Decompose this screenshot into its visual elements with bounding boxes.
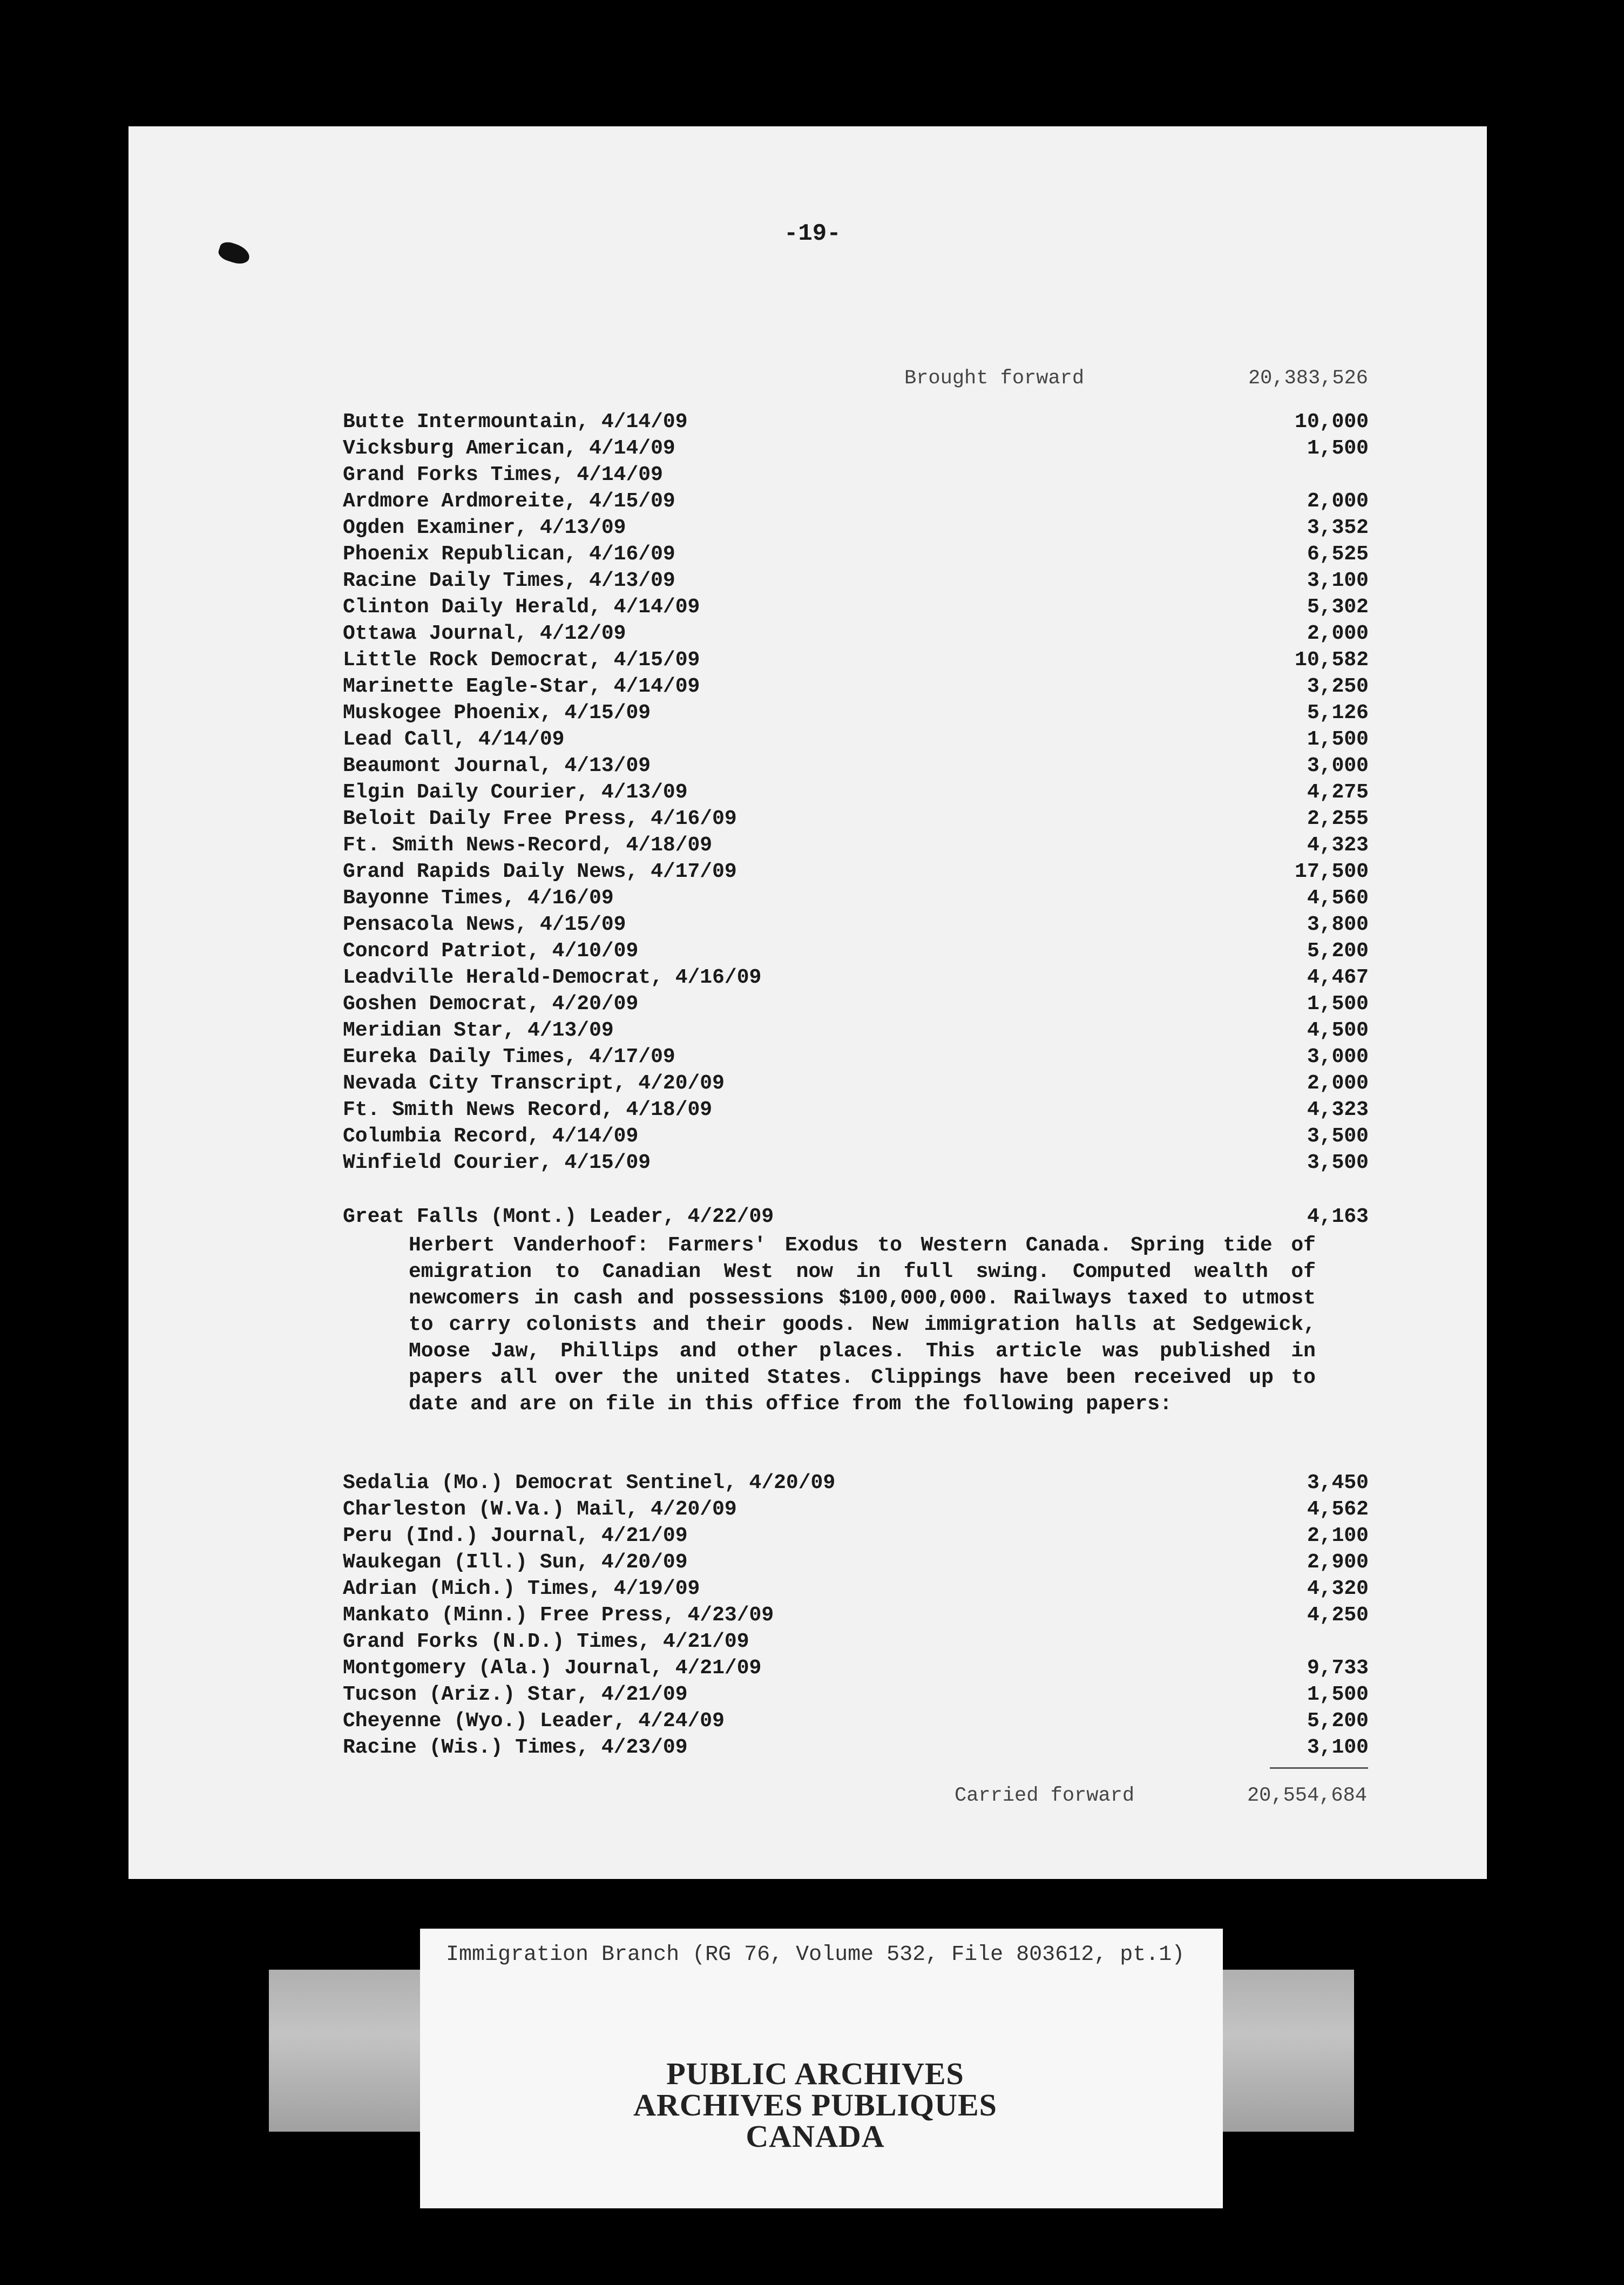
newspaper-entry xyxy=(343,701,1369,728)
entry-amount: 4,275 xyxy=(1307,781,1369,804)
entry-title: Marinette Eagle-Star, 4/14/09 xyxy=(343,675,700,698)
entry-title: Muskogee Phoenix, 4/15/09 xyxy=(343,701,651,725)
entry-title: Pensacola News, 4/15/09 xyxy=(343,913,626,936)
entry-title: Little Rock Democrat, 4/15/09 xyxy=(343,648,700,672)
entry-amount: 2,255 xyxy=(1307,807,1369,830)
entry-amount: 4,320 xyxy=(1307,1577,1369,1600)
entry-amount: 5,302 xyxy=(1307,596,1369,619)
newspaper-entry xyxy=(343,1736,1369,1762)
entry-title: Grand Forks (N.D.) Times, 4/21/09 xyxy=(343,1630,749,1653)
entry-amount: 3,800 xyxy=(1307,913,1369,936)
newspaper-entry xyxy=(343,1577,1369,1604)
newspaper-entry xyxy=(343,1151,1369,1178)
brought-forward-value: 20,383,526 xyxy=(1248,367,1368,390)
entry-title: Eureka Daily Times, 4/17/09 xyxy=(343,1045,675,1069)
newspaper-entry xyxy=(343,1657,1369,1683)
newspaper-list-2 xyxy=(343,1471,1369,1762)
newspaper-entry xyxy=(343,1524,1369,1551)
newspaper-entry xyxy=(343,543,1369,569)
entry-amount: 3,000 xyxy=(1307,754,1369,778)
newspaper-entry xyxy=(343,437,1369,463)
entry-title: Mankato (Minn.) Free Press, 4/23/09 xyxy=(343,1604,774,1627)
entry-amount: 5,200 xyxy=(1307,939,1369,963)
entry-title: Ottawa Journal, 4/12/09 xyxy=(343,622,626,645)
entry-title: Charleston (W.Va.) Mail, 4/20/09 xyxy=(343,1498,737,1521)
newspaper-entry xyxy=(343,1604,1369,1630)
entry-title: Waukegan (Ill.) Sun, 4/20/09 xyxy=(343,1551,688,1574)
entry-title: Sedalia (Mo.) Democrat Sentinel, 4/20/09 xyxy=(343,1471,836,1495)
carried-forward-value: 20,554,684 xyxy=(1247,1784,1367,1807)
newspaper-entry xyxy=(343,1098,1369,1125)
entry-amount: 5,126 xyxy=(1307,701,1369,725)
archive-caption: Immigration Branch (RG 76, Volume 532, File 803612, pt.1) xyxy=(446,1943,1185,1967)
entry-amount: 3,250 xyxy=(1307,675,1369,698)
entry-amount: 3,100 xyxy=(1307,1736,1369,1759)
entry-amount: 3,100 xyxy=(1307,569,1369,592)
feature-article xyxy=(343,1205,1369,1417)
entry-amount: 4,560 xyxy=(1307,887,1369,910)
entry-title: Meridian Star, 4/13/09 xyxy=(343,1019,614,1042)
newspaper-entry xyxy=(343,1125,1369,1151)
newspaper-entry xyxy=(343,1019,1369,1045)
page-number: -19- xyxy=(784,220,841,247)
entry-amount: 4,467 xyxy=(1307,966,1369,989)
entry-title: Vicksburg American, 4/14/09 xyxy=(343,437,675,460)
newspaper-entry xyxy=(343,1471,1369,1498)
entry-amount: 4,500 xyxy=(1307,1019,1369,1042)
entry-amount: 2,000 xyxy=(1307,490,1369,513)
entry-title: Racine (Wis.) Times, 4/23/09 xyxy=(343,1736,688,1759)
newspaper-entry xyxy=(343,1045,1369,1072)
entry-amount: 1,500 xyxy=(1307,1683,1369,1706)
entry-amount: 2,100 xyxy=(1307,1524,1369,1547)
entry-title: Nevada City Transcript, 4/20/09 xyxy=(343,1072,725,1095)
entry-title: Grand Forks Times, 4/14/09 xyxy=(343,463,663,486)
newspaper-entry xyxy=(343,834,1369,860)
entry-amount: 3,352 xyxy=(1307,516,1369,539)
entry-title: Ft. Smith News Record, 4/18/09 xyxy=(343,1098,713,1121)
entry-title: Lead Call, 4/14/09 xyxy=(343,728,565,751)
entry-amount: 17,500 xyxy=(1295,860,1369,883)
entry-title: Phoenix Republican, 4/16/09 xyxy=(343,543,675,566)
feature-description: Herbert Vanderhoof: Farmers' Exodus to Western Canada. Spring tide of emigration to Canadian West now in full swing. Computed wealth of newcomers in cash and possessions $100,000,000. Railways taxed to utmost to carry colonists and their goods. New immigration halls at Sedgewick, Moose Jaw, Phillips and other places. This article was published in papers all over the united States. Clippings have been received up to date and are on file in this office from the following papers: xyxy=(409,1234,1316,1416)
entry-title: Grand Rapids Daily News, 4/17/09 xyxy=(343,860,737,883)
stamp-line-3: CANADA xyxy=(746,2119,885,2154)
newspaper-entry xyxy=(343,781,1369,807)
entry-title: Beloit Daily Free Press, 4/16/09 xyxy=(343,807,737,830)
newspaper-entry xyxy=(343,516,1369,543)
newspaper-entry xyxy=(343,1498,1369,1524)
entry-amount: 4,323 xyxy=(1307,834,1369,857)
entry-title: Leadville Herald-Democrat, 4/16/09 xyxy=(343,966,762,989)
newspaper-entry xyxy=(343,887,1369,913)
newspaper-entry xyxy=(343,490,1369,516)
newspaper-entry xyxy=(343,1630,1369,1657)
newspaper-entry xyxy=(343,1709,1369,1736)
entry-amount: 6,525 xyxy=(1307,543,1369,566)
newspaper-entry xyxy=(343,1683,1369,1709)
entry-title: Concord Patriot, 4/10/09 xyxy=(343,939,639,963)
newspaper-entry xyxy=(343,463,1369,490)
feature-amount: 4,163 xyxy=(1307,1205,1369,1228)
entry-title: Cheyenne (Wyo.) Leader, 4/24/09 xyxy=(343,1709,725,1733)
entry-title: Racine Daily Times, 4/13/09 xyxy=(343,569,675,592)
archive-stamp xyxy=(605,2058,1026,2152)
newspaper-entry xyxy=(343,622,1369,648)
entry-title: Goshen Democrat, 4/20/09 xyxy=(343,992,639,1016)
entry-title: Butte Intermountain, 4/14/09 xyxy=(343,410,688,434)
entry-amount: 5,200 xyxy=(1307,1709,1369,1733)
entry-title: Elgin Daily Courier, 4/13/09 xyxy=(343,781,688,804)
newspaper-entry xyxy=(343,648,1369,675)
entry-amount: 10,000 xyxy=(1295,410,1369,434)
entry-amount: 9,733 xyxy=(1307,1657,1369,1680)
entry-title: Peru (Ind.) Journal, 4/21/09 xyxy=(343,1524,688,1547)
newspaper-entry xyxy=(343,410,1369,437)
entry-title: Winfield Courier, 4/15/09 xyxy=(343,1151,651,1174)
newspaper-entry xyxy=(343,860,1369,887)
newspaper-entry xyxy=(343,992,1369,1019)
entry-amount: 4,562 xyxy=(1307,1498,1369,1521)
entry-amount: 3,500 xyxy=(1307,1125,1369,1148)
total-rule xyxy=(1270,1767,1368,1769)
newspaper-entry xyxy=(343,966,1369,992)
newspaper-entry xyxy=(343,728,1369,754)
entry-amount: 3,000 xyxy=(1307,1045,1369,1069)
stamp-line-1: PUBLIC ARCHIVES xyxy=(666,2056,964,2091)
entry-title: Beaumont Journal, 4/13/09 xyxy=(343,754,651,778)
entry-title: Ft. Smith News-Record, 4/18/09 xyxy=(343,834,713,857)
newspaper-entry xyxy=(343,569,1369,596)
newspaper-entry xyxy=(343,1551,1369,1577)
newspaper-list-1 xyxy=(343,410,1369,1178)
newspaper-entry xyxy=(343,675,1369,701)
entry-title: Tucson (Ariz.) Star, 4/21/09 xyxy=(343,1683,688,1706)
entry-title: Ogden Examiner, 4/13/09 xyxy=(343,516,626,539)
entry-amount: 3,500 xyxy=(1307,1151,1369,1174)
newspaper-entry xyxy=(343,596,1369,622)
entry-amount: 4,323 xyxy=(1307,1098,1369,1121)
carried-forward-label: Carried forward xyxy=(955,1784,1135,1807)
entry-title: Adrian (Mich.) Times, 4/19/09 xyxy=(343,1577,700,1600)
stamp-line-2: ARCHIVES PUBLIQUES xyxy=(633,2087,997,2122)
newspaper-entry xyxy=(343,1072,1369,1098)
entry-title: Montgomery (Ala.) Journal, 4/21/09 xyxy=(343,1657,762,1680)
entry-title: Columbia Record, 4/14/09 xyxy=(343,1125,639,1148)
entry-title: Bayonne Times, 4/16/09 xyxy=(343,887,614,910)
entry-amount: 3,450 xyxy=(1307,1471,1369,1495)
newspaper-entry xyxy=(343,939,1369,966)
brought-forward-label: Brought forward xyxy=(904,367,1085,390)
entry-amount: 2,900 xyxy=(1307,1551,1369,1574)
entry-amount: 2,000 xyxy=(1307,1072,1369,1095)
entry-title: Clinton Daily Herald, 4/14/09 xyxy=(343,596,700,619)
newspaper-entry xyxy=(343,913,1369,939)
entry-title: Ardmore Ardmoreite, 4/15/09 xyxy=(343,490,675,513)
entry-amount: 1,500 xyxy=(1307,992,1369,1016)
entry-amount: 1,500 xyxy=(1307,728,1369,751)
entry-amount: 10,582 xyxy=(1295,648,1369,672)
entry-amount: 1,500 xyxy=(1307,437,1369,460)
feature-title: Great Falls (Mont.) Leader, 4/22/09 xyxy=(343,1205,774,1228)
newspaper-entry xyxy=(343,807,1369,834)
entry-amount: 2,000 xyxy=(1307,622,1369,645)
entry-amount: 4,250 xyxy=(1307,1604,1369,1627)
newspaper-entry xyxy=(343,754,1369,781)
